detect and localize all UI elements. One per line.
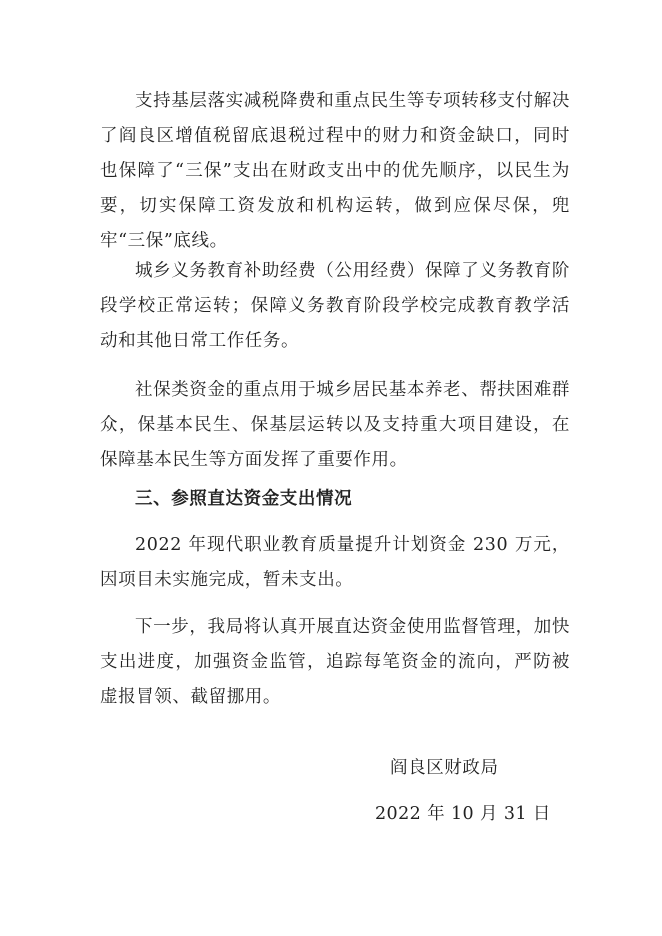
paragraph-transfer-payments: 支持基层落实减税降费和重点民生等专项转移支付解决了阎良区增值税留底退税过程中的财力和资金缺口，同时也保障了“三保”支出在财政支出中的优先顺序，以民生为要，切实保障工资发放和机构运转，做到应保尽保，兜牢“三保”底线。 [100, 91, 570, 251]
paragraph-compulsory-education: 城乡义务教育补助经费（公用经费）保障了义务教育阶段学校正常运转；保障义务教育阶段学校完成教育教学活动和其他日常工作任务。 [100, 261, 570, 351]
paragraph-vocational-education: 2022 年现代职业教育质量提升计划资金 230 万元，因项目未实施完成，暂未支出。 [100, 535, 570, 590]
section-heading-direct-funds: 三、参照直达资金支出情况 [135, 489, 353, 509]
signature-date: 2022 年 10 月 31 日 [375, 804, 551, 824]
paragraph-next-steps: 下一步，我局将认真开展直达资金使用监督管理，加快支出进度，加强资金监管，追踪每笔资金的流向，严防被虚报冒领、截留挪用。 [100, 617, 570, 707]
paragraph-social-security: 社保类资金的重点用于城乡居民基本养老、帮扶困难群众，保基本民生、保基层运转以及支持重大项目建设，在保障基本民生等方面发挥了重要作用。 [100, 380, 570, 470]
signature-organization: 阎良区财政局 [390, 758, 499, 778]
